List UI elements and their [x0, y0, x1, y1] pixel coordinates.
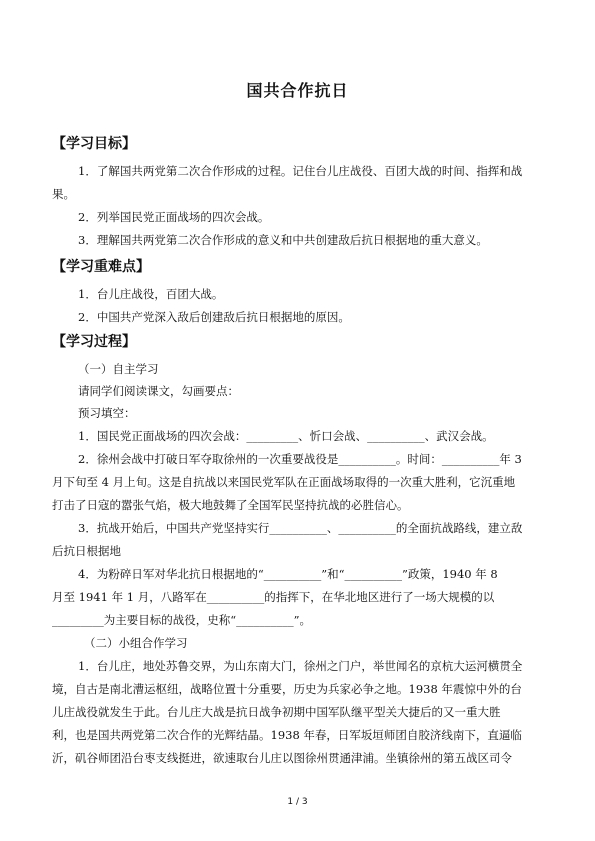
- keypoint-line: 2．中国共产党深入敌后创建敌后抗日根据地的原因。: [78, 310, 350, 324]
- subsection-group-study: （二）小组合作学习: [84, 636, 188, 650]
- goal-line: 2．列举国民党正面战场的四次会战。: [78, 210, 270, 224]
- instruction-line: 请同学们阅读课文，勾画要点：: [78, 384, 239, 398]
- keypoint-line: 1．台儿庄战役，百团大战。: [78, 287, 224, 301]
- section-heading-goals: 【学习目标】: [52, 136, 136, 152]
- question-3-line: 后抗日根据地: [52, 544, 121, 558]
- section-heading-process: 【学习过程】: [52, 334, 136, 350]
- question-2-line: 打击了日寇的嚣张气焰，极大地鼓舞了全国军民坚持抗战的必胜信心。: [52, 498, 409, 512]
- page-number: 1 / 3: [287, 797, 308, 807]
- section-heading-keypoints: 【学习重难点】: [52, 259, 150, 275]
- paragraph-line: 利，也是国共两党第二次合作的光辉结晶。1938 年春，日军坂垣师团自胶济线南下，直逼临: [52, 728, 522, 742]
- paragraph-line: 儿庄战役就发生于此。台儿庄大战是抗日战争初期中国军队继平型关大捷后的又一重大胜: [52, 705, 501, 719]
- goal-line: 3．理解国共两党第二次合作形成的意义和中共创建敌后抗日根据地的重大意义。: [78, 233, 488, 247]
- paragraph-line: 境，自古是南北漕运枢纽，战略位置十分重要，历史为兵家必争之地。1938 年震惊中外的台: [52, 682, 522, 696]
- question-2-line: 2．徐州会战中打破日军夺取徐州的一次重要战役是__________。时间：__________年 3: [78, 452, 522, 466]
- question-4-line: _________为主要目标的战役，史称“__________”。: [52, 613, 312, 627]
- question-4-line: 4．为粉碎日军对华北抗日根据地的“__________”和“__________”政策，1940 年 8: [78, 567, 498, 581]
- paragraph-line: 沂，矶谷师团沿台枣支线挺进，欲速取台儿庄以图徐州贯通津浦。坐镇徐州的第五战区司令: [52, 751, 512, 765]
- question-3-line: 3．抗战开始后，中国共产党坚持实行__________、__________的全面抗战路线，建立敌: [78, 521, 523, 535]
- page-title: 国共合作抗日: [246, 81, 349, 100]
- goal-line: 果。: [52, 187, 75, 201]
- preview-label: 预习填空：: [78, 406, 136, 420]
- question-1: 1．国民党正面战场的四次会战：_________、忻口会战、__________、武汉会战。: [78, 429, 494, 443]
- question-4-line: 月至 1941 年 1 月，八路军在__________的指挥下，在华北地区进行了一场大规模的以: [52, 590, 495, 604]
- subsection-self-study: （一）自主学习: [78, 362, 159, 376]
- paragraph-line: 1．台儿庄，地处苏鲁交界，为山东南大门，徐州之门户，举世闻名的京杭大运河横贯全: [78, 659, 523, 673]
- goal-line: 1．了解国共两党第二次合作形成的过程。记住台儿庄战役、百团大战的时间、指挥和战: [78, 164, 523, 178]
- question-2-line: 月下旬至 4 月上旬。这是自抗战以来国民党军队在正面战场取得的一次重大胜利，它沉重地: [52, 475, 516, 489]
